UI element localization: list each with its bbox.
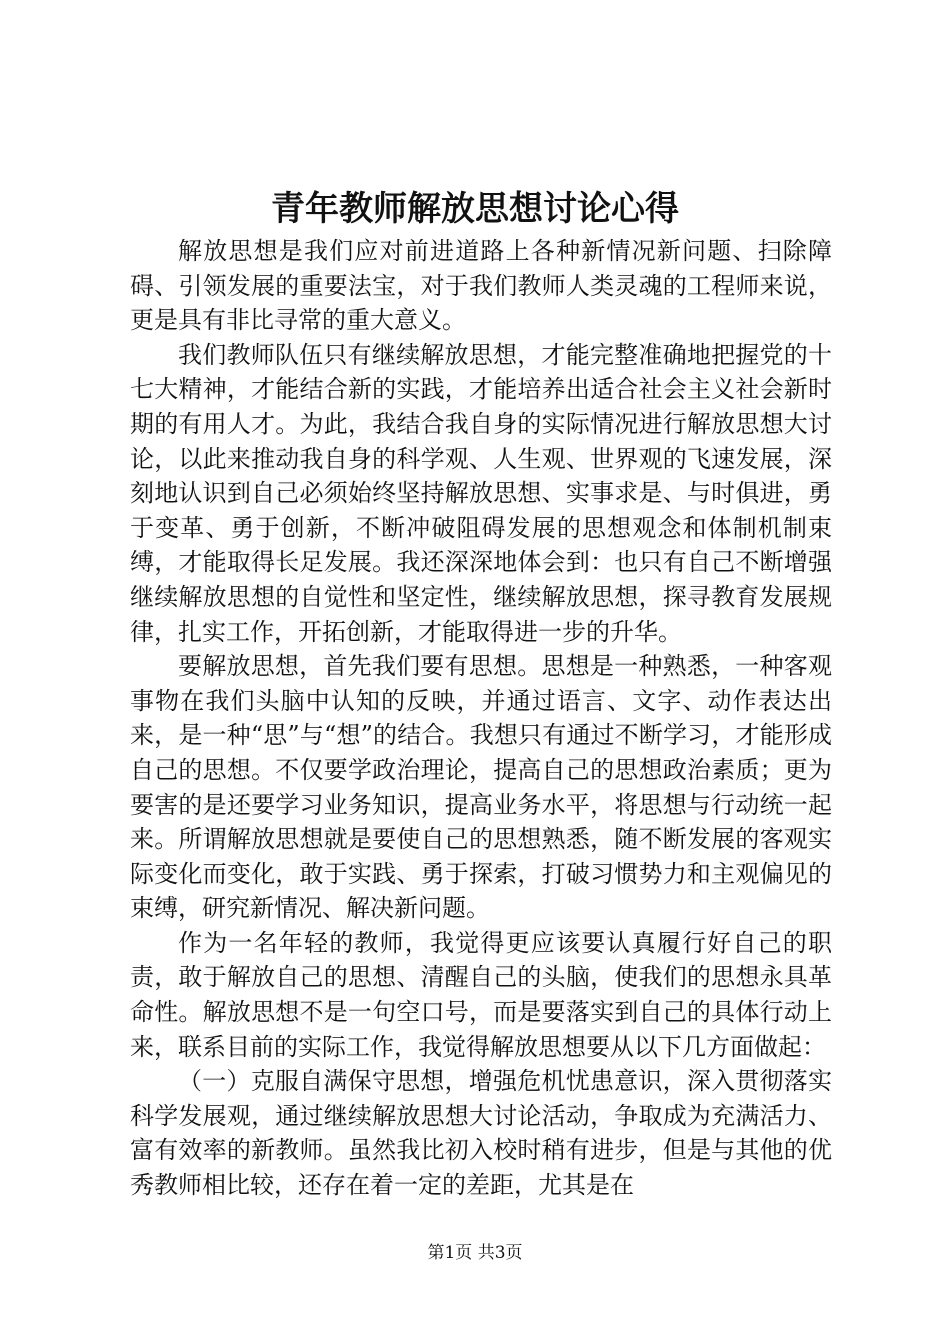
page-number-footer: 第1页 共3页 bbox=[427, 1243, 523, 1263]
document-title: 青年教师解放思想讨论心得 bbox=[271, 189, 679, 229]
paragraph: 解放思想是我们应对前进道路上各种新情况新问题、扫除障碍、引领发展的重要法宝，对于我们教师人类灵魂的工程师来说，更是具有非比寻常的重大意义。 bbox=[130, 237, 832, 335]
document-body bbox=[130, 234, 832, 1203]
paragraph: 作为一名年轻的教师，我觉得更应该要认真履行好自己的职责，敢于解放自己的思想、清醒自己的头脑，使我们的思想永具革命性。解放思想不是一句空口号，而是要落实到自己的具体行动上来，联系目前的实际工作，我觉得解放思想要从以下几方面做起： bbox=[130, 928, 832, 1061]
paragraph: （一）克服自满保守思想，增强危机忧患意识，深入贯彻落实科学发展观，通过继续解放思想大讨论活动，争取成为充满活力、富有效率的新教师。虽然我比初入校时稍有进步，但是与其他的优秀教师相比较，还存在着一定的差距，尤其是在 bbox=[130, 1067, 832, 1200]
paragraph: 我们教师队伍只有继续解放思想，才能完整准确地把握党的十七大精神，才能结合新的实践，才能培养出适合社会主义社会新时期的有用人才。为此，我结合我自身的实际情况进行解放思想大讨论，以此来推动我自身的科学观、人生观、世界观的飞速发展，深刻地认识到自己必须始终坚持解放思想、实事求是、与时俱进，勇于变革、勇于创新，不断冲破阻碍发展的思想观念和体制机制束缚，才能取得长足发展。我还深深地体会到：也只有自己不断增强继续解放思想的自觉性和坚定性，继续解放思想，探寻教育发展规律，扎实工作，开拓创新，才能取得进一步的升华。 bbox=[130, 340, 832, 646]
paragraph: 要解放思想，首先我们要有思想。思想是一种熟悉，一种客观事物在我们头脑中认知的反映，并通过语言、文字、动作表达出来，是一种“思”与“想”的结合。我想只有通过不断学习，才能形成自己的思想。不仅要学政治理论，提高自己的思想政治素质；更为要害的是还要学习业务知识，提高业务水平，将思想与行动统一起来。所谓解放思想就是要使自己的思想熟悉，随不断发展的客观实际变化而变化，敢于实践、勇于探索，打破习惯势力和主观偏见的束缚，研究新情况、解决新问题。 bbox=[130, 652, 832, 923]
